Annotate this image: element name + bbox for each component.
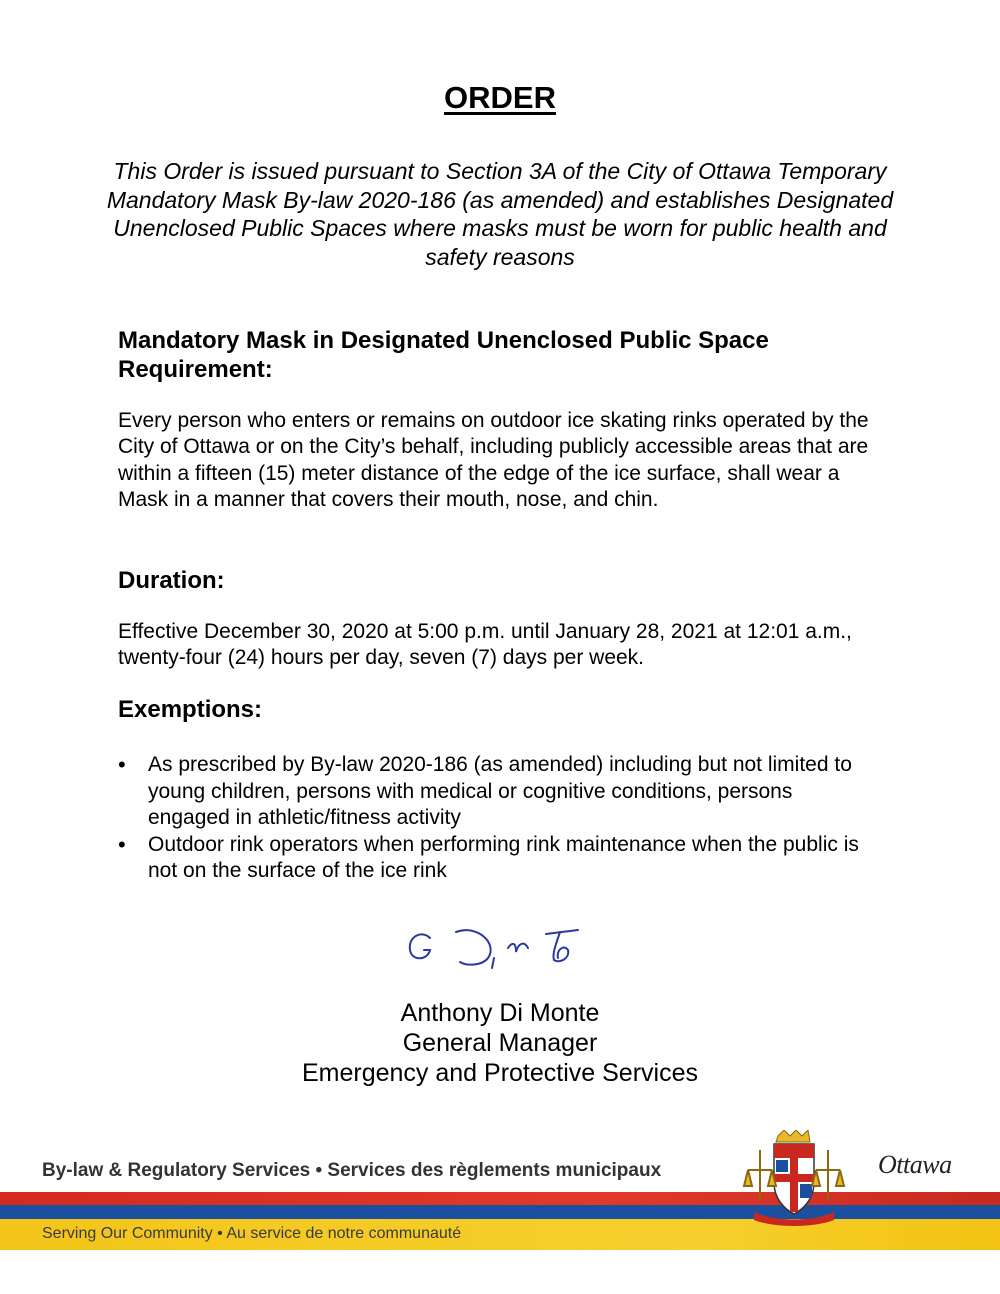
city-crest-icon [740,1130,848,1230]
footer-blue-band [0,1205,1000,1219]
exemption-item: • Outdoor rink operators when performing rink maintenance when the public is not on the surface of the ice rink [118,832,878,885]
signer-position: General Manager [402,1029,598,1057]
exemptions-heading: Exemptions: [118,696,263,723]
exemption-item: • As prescribed by By-law 2020-186 (as amended) including but not limited to young children, persons with medical or cognitive conditions, persons engaged in athletic/fitness activity [118,752,878,832]
order-title: ORDER [444,80,556,115]
signer-department: Emergency and Protective Services [301,1059,698,1087]
ottawa-logo: Ottawa [878,1150,952,1179]
footer-red-band [0,1192,1000,1205]
requirement-body: Every person who enters or remains on outdoor ice skating rinks operated by the City of Ottawa or on the City’s behalf, including publicly accessible areas that are within a fifteen (15) meter distance of the edge of the ice surface, shall wear a Mask in a manner that covers their mouth, nose, and chin. [118,409,869,511]
duration-body: Effective December 30, 2020 at 5:00 p.m. until January 28, 2021 at 12:01 a.m., twenty-four (24) hours per day, seven (7) days per week. [118,620,852,670]
signer-name: Anthony Di Monte [400,999,600,1027]
order-preamble: This Order is issued pursuant to Section 3A of the City of Ottawa Temporary Mandatory Mask By-law 2020-186 (as amended) and establishes Designated Unenclosed Public Spaces where masks must be worn for public health and safety reasons [106,158,894,270]
duration-heading: Duration: [118,567,225,594]
footer-tagline: Serving Our Community • Au service de notre communauté [42,1225,462,1242]
requirement-heading: Mandatory Mask in Designated Unenclosed Public Space Requirement: [118,327,769,383]
exemptions-list [118,752,878,885]
handwritten-signature [400,918,600,974]
footer-department-line: By-law & Regulatory Services • Services des règlements municipaux [42,1160,662,1181]
